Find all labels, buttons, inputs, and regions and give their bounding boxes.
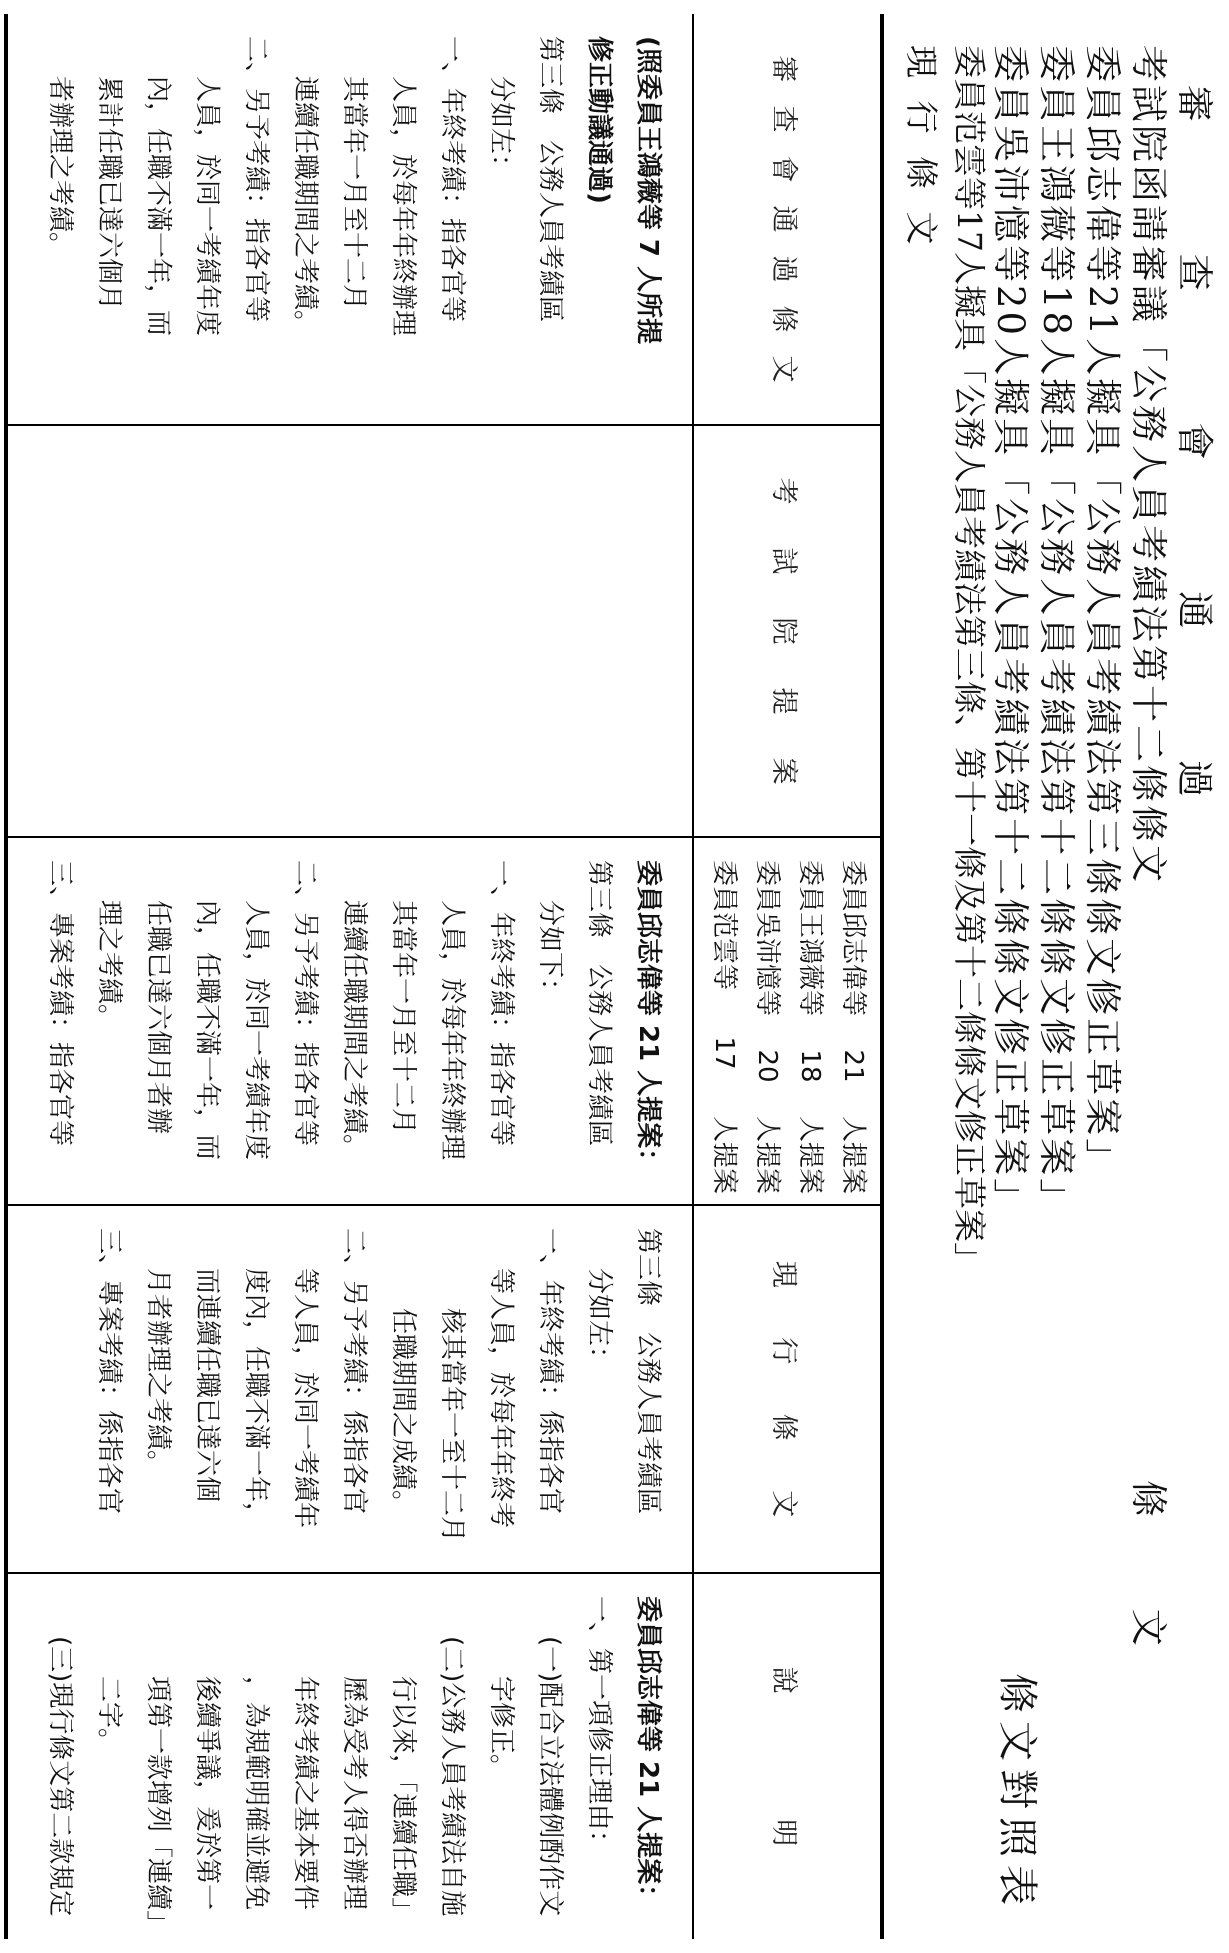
text-line: 年終考績之基本要件: [290, 1676, 320, 1911]
text-line: (一)配合立法體例酌作文: [535, 1636, 565, 1917]
column-header-char: 通: [768, 205, 800, 233]
column-header-char: 文: [768, 1490, 800, 1518]
proposer-suffix: 人提案: [795, 1115, 825, 1194]
proposer-count: 21: [838, 1049, 868, 1083]
proposer-name: 委員吳沛憶等: [752, 860, 782, 1017]
text-line: 人員，於每年年終辦理: [437, 900, 467, 1161]
text-line: 修正動議通過): [584, 36, 614, 204]
proposer-name: 委員邱志偉等: [838, 860, 868, 1017]
text-line: 核其當年一至十二月: [437, 1308, 467, 1543]
text-line: 分如左：: [486, 76, 516, 181]
column-current-text: [8, 1206, 880, 1574]
text-line: 連續任職期間之考績。: [339, 900, 369, 1161]
text-line: 分如左：: [584, 1268, 614, 1373]
text-line: 月者辦理之考績。: [143, 1268, 173, 1477]
heading-line-4: 委員王鴻薇等18人擬具「公務人員考績法第十二條條文修正草案」: [1035, 45, 1078, 1219]
text-line: 人員，於同一考績年度: [192, 76, 222, 337]
text-line: 二、另予考績：指各官等: [290, 860, 320, 1147]
text-line: 累計任職已達六個月: [94, 76, 124, 311]
column-header-char: 會: [768, 155, 800, 183]
heading-line-6: 委員范雲等17人擬具「公務人員考績法第三條、第十一條及第十二條條文修正草案」: [950, 45, 989, 1275]
text-line: 歷為受考人得否辦理: [339, 1676, 369, 1911]
proposer-name: 委員王鴻薇等: [795, 860, 825, 1017]
proposer-row: [745, 860, 788, 1194]
column-header-char: 案: [768, 757, 800, 785]
column-header-char: 過: [768, 255, 800, 283]
proposer-suffix: 人提案: [709, 1115, 739, 1194]
heading-line-5: 委員吳沛憶等20人擬具「公務人員考績法第十二條條文修正草案」: [989, 45, 1032, 1219]
text-line: 二、另予考績：係指各官: [339, 1228, 369, 1515]
proposer-count: 17: [709, 1036, 739, 1070]
heading-line-1: 審 查 會 通 過: [1173, 85, 1216, 858]
column-header: [692, 1574, 880, 1939]
column-header-char: 說: [768, 1666, 800, 1694]
column-header-char: 現: [768, 1260, 800, 1288]
column-header: [692, 426, 880, 836]
text-line: 而連續任職已達六個: [192, 1268, 222, 1503]
text-line: 委員邱志偉等 21 人提案：: [633, 860, 663, 1175]
column-body: [8, 838, 690, 1204]
text-line: 分如下：: [535, 900, 565, 1005]
column-header-char: 明: [768, 1819, 800, 1847]
column-header-char: 考: [768, 477, 800, 505]
proposer-count: 20: [752, 1049, 782, 1083]
column-header-char: 行: [768, 1337, 800, 1365]
text-line: 任職已達六個月者辦: [143, 900, 173, 1135]
proposer-row: [702, 860, 745, 1194]
text-line: 一、年終考績：係指各官: [535, 1228, 565, 1515]
heading-cap-right: 條 文: [1127, 1480, 1170, 1686]
column-header-char: 院: [768, 617, 800, 645]
text-line: ，為規範明確並避免: [241, 1676, 271, 1911]
text-line: 三、專案考績：指各官等: [45, 860, 75, 1147]
text-line: (照委員王鴻薇等 7 人所提: [633, 36, 663, 345]
column-body: [8, 1206, 690, 1572]
text-line: 度內，任職不滿一年，: [241, 1268, 271, 1529]
text-line: 者辦理之考績。: [45, 76, 75, 259]
text-line: 項第一款增列「連續」: [143, 1676, 173, 1937]
comparison-table: [4, 14, 884, 1939]
text-line: 一、第一項修正理由：: [584, 1596, 614, 1857]
column-exam-yuan-proposal: [8, 426, 880, 838]
proposer-row: [831, 860, 874, 1194]
column-header-char: 審: [768, 55, 800, 83]
column-header-char: 查: [768, 105, 800, 133]
document-heading: [884, 0, 1229, 1953]
column-header: [692, 14, 880, 424]
column-explanation: [8, 1574, 880, 1939]
proposer-row: [788, 860, 831, 1194]
column-committee-approved-text: [8, 14, 880, 426]
text-line: 內，任職不滿一年，而: [143, 76, 173, 337]
text-line: 連續任職期間之考績。: [290, 76, 320, 337]
column-body: [8, 14, 690, 424]
text-line: 任職期間之成績。: [388, 1308, 418, 1517]
column-header-char: 條: [768, 305, 800, 333]
proposer-count: 18: [795, 1049, 825, 1083]
proposer-suffix: 人提案: [752, 1115, 782, 1194]
text-line: 第三條 公務人員考績區: [584, 860, 614, 1147]
text-line: 一、年終考績：指各官等: [437, 36, 467, 323]
text-line: (二)公務人員考績法自施: [437, 1636, 467, 1917]
column-header-char: 條: [768, 1413, 800, 1441]
heading-side-title: 條文對照表: [994, 1673, 1040, 1913]
text-line: 字修正。: [486, 1676, 516, 1781]
text-line: 第三條 公務人員考績區: [633, 1228, 663, 1515]
proposer-suffix: 人提案: [838, 1115, 868, 1194]
column-header: [692, 1206, 880, 1572]
text-line: 內，任職不滿一年，而: [192, 900, 222, 1161]
text-line: 人員，於每年年終辦理: [388, 76, 418, 337]
text-line: 三、專案考績：係指各官: [94, 1228, 124, 1515]
proposer-name: 委員范雲等: [709, 860, 739, 991]
text-line: 等人員，於同一考績年: [290, 1268, 320, 1529]
column-header-char: 文: [768, 355, 800, 383]
proposer-list: [692, 838, 880, 1204]
text-line: 行以來，「連續任職」: [388, 1676, 418, 1924]
heading-line-3: 委員邱志偉等21人擬具「公務人員考績法第三條條文修正草案」: [1081, 45, 1124, 1179]
text-line: 其當年一月至十二月: [339, 76, 369, 311]
text-line: (三)現行條文第二款規定: [45, 1636, 75, 1917]
column-header-char: 提: [768, 687, 800, 715]
column-body: [8, 1574, 690, 1939]
text-line: 理之考績。: [94, 900, 124, 1031]
text-line: 委員邱志偉等 21 人提案：: [633, 1596, 663, 1911]
column-legislator-proposals: [8, 838, 880, 1206]
column-body: [8, 426, 690, 836]
text-line: 二、另予考績：指各官等: [241, 36, 271, 323]
text-line: 一、年終考績：指各官等: [486, 860, 516, 1147]
text-line: 其當年一月至十二月: [388, 900, 418, 1135]
text-line: 二字。: [94, 1676, 124, 1755]
heading-line-2: 考試院函請審議「公務人員考績法第十二條條文: [1127, 45, 1170, 885]
heading-line-7: [900, 45, 947, 1933]
column-header-char: 試: [768, 547, 800, 575]
text-line: 後續爭議，爰於第一: [192, 1676, 222, 1911]
text-line: 第三條 公務人員考績區: [535, 36, 565, 323]
text-line: 等人員，於每年年終考: [486, 1268, 516, 1529]
text-line: 人員，於同一考績年度: [241, 900, 271, 1161]
heading-current-text: 現 行 條 文: [902, 45, 941, 251]
